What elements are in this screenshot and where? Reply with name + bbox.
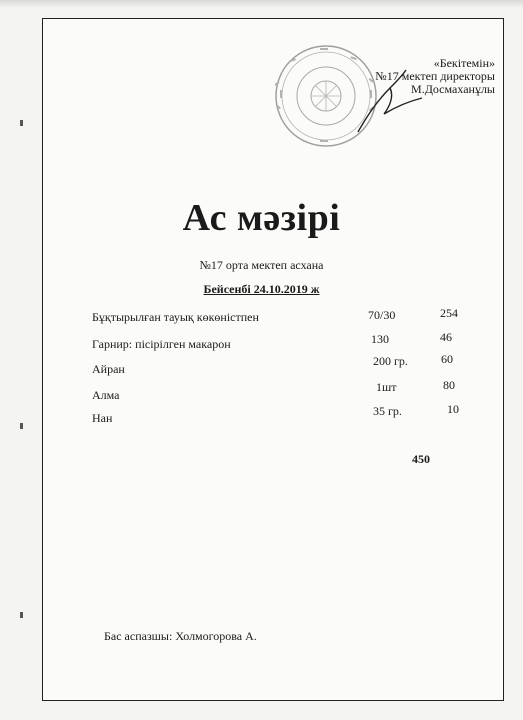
- menu-item-name: Гарнир: пісірілген макарон: [92, 337, 231, 351]
- menu-item-portion: 130: [371, 332, 389, 346]
- approval-position: №17 мектеп директоры: [375, 69, 495, 83]
- total-calories: 450: [412, 452, 430, 466]
- approval-block: [375, 57, 495, 96]
- head-chef: Бас аспазшы: Холмогорова А.: [104, 629, 257, 643]
- menu-item-portion: 35 гр.: [373, 404, 402, 418]
- menu-item-calories: 254: [440, 306, 458, 320]
- menu-item-name: Айран: [92, 362, 125, 376]
- menu-title: Ас мәзірі: [182, 197, 341, 239]
- menu-item-calories: 60: [441, 352, 453, 366]
- approval-director-name: М.Досмаханұлы: [411, 82, 495, 96]
- menu-date: Бейсенбі 24.10.2019 ж: [203, 282, 320, 296]
- approval-heading: «Бекітемін»: [433, 56, 495, 70]
- scan-artifact: [20, 423, 23, 429]
- scan-artifact: [20, 612, 23, 618]
- menu-item-name: Нан: [92, 411, 113, 425]
- menu-item-portion: 1шт: [376, 380, 397, 394]
- menu-item-name: Бұқтырылған тауық көкөністпен: [92, 310, 259, 324]
- scan-artifact: [20, 120, 23, 126]
- menu-item-portion: 70/30: [368, 308, 396, 322]
- scan-edge: [0, 0, 523, 8]
- menu-item-name: Алма: [92, 388, 120, 402]
- canteen-name: №17 орта мектеп асхана: [199, 258, 324, 272]
- menu-item-calories: 80: [443, 378, 455, 392]
- menu-item-calories: 10: [447, 402, 459, 416]
- document-frame: [42, 18, 504, 701]
- menu-item-portion: 200 гр.: [373, 354, 408, 368]
- menu-item-calories: 46: [440, 330, 452, 344]
